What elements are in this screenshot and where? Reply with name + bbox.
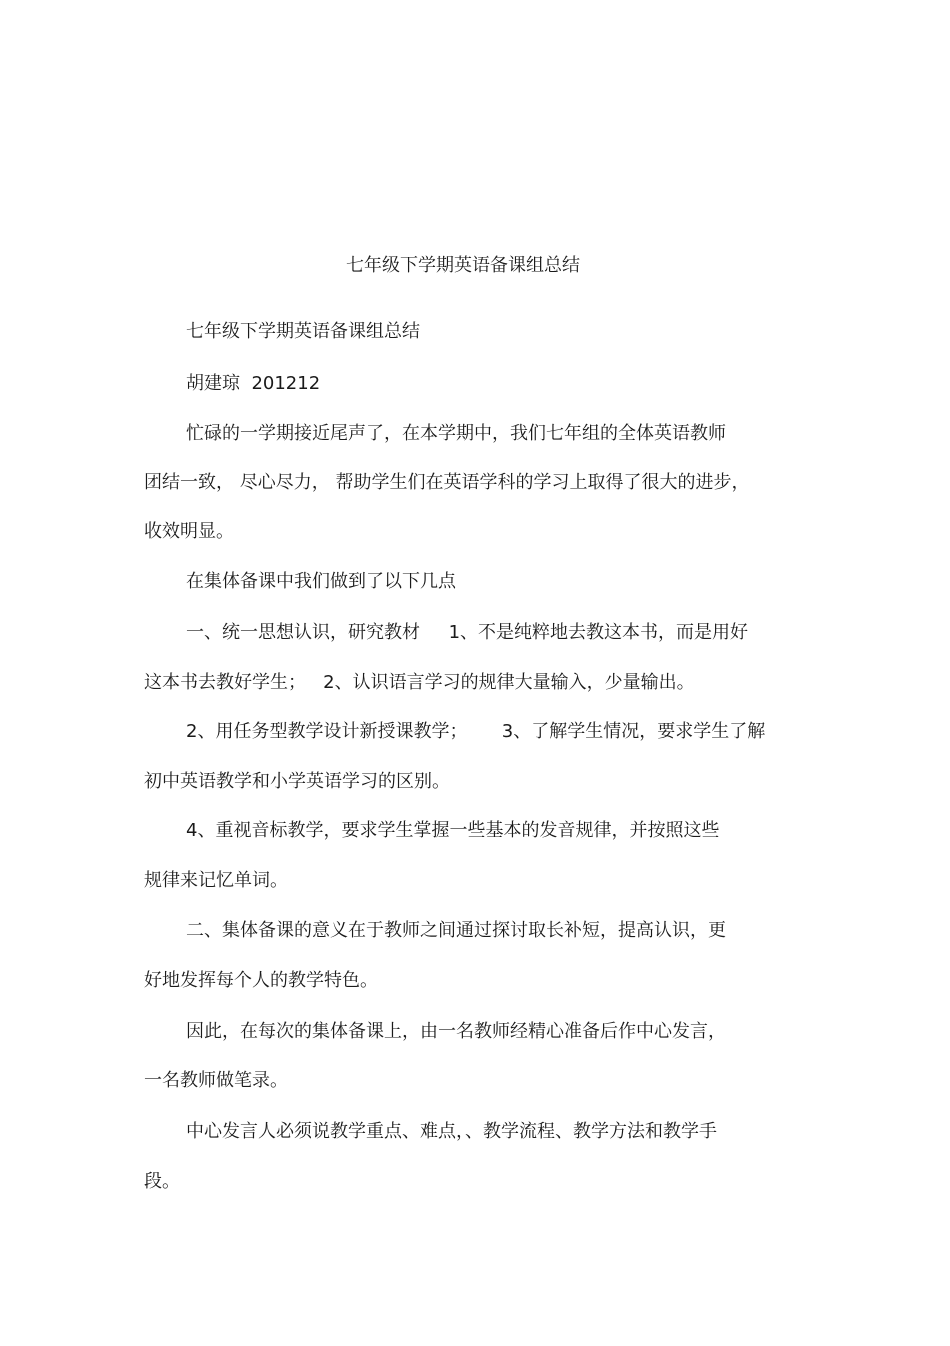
paragraph-line: 收效明显。 [144, 521, 234, 542]
paragraph-line: 在集体备课中我们做到了以下几点 [186, 571, 456, 592]
paragraph-line: 一名教师做笔录。 [144, 1070, 288, 1091]
paragraph-line: 一、统一思想认识，研究教材 1、不是纯粹地去教这本书，而是用好 [186, 622, 749, 643]
paragraph-line: 忙碌的一学期接近尾声了，在本学期中，我们七年组的全体英语教师 [186, 423, 726, 444]
paragraph-line: 这本书去教好学生； 2、认识语言学习的规律大量输入，少量输出。 [144, 672, 695, 693]
paragraph-line: 2、用任务型教学设计新授课教学； 3、了解学生情况，要求学生了解 [186, 721, 766, 742]
paragraph-line: 规律来记忆单词。 [144, 870, 288, 891]
paragraph-line: 初中英语教学和小学英语学习的区别。 [144, 771, 450, 792]
paragraph-line: 段。 [144, 1171, 180, 1192]
paragraph-line: 中心发言人必须说教学重点、难点，、教学流程、教学方法和教学手 [186, 1121, 717, 1142]
paragraph-line: 团结一致， 尽心尽力， 帮助学生们在英语学科的学习上取得了很大的进步， [144, 472, 750, 493]
paragraph-line: 4、重视音标教学，要求学生掌握一些基本的发音规律，并按照这些 [186, 820, 720, 841]
paragraph-line: 好地发挥每个人的教学特色。 [144, 970, 378, 991]
paragraph-line: 二、集体备课的意义在于教师之间通过探讨取长补短，提高认识，更 [186, 920, 726, 941]
paragraph-line: 因此，在每次的集体备课上，由一名教师经精心准备后作中心发言， [186, 1021, 726, 1042]
subtitle-line: 七年级下学期英语备课组总结 [186, 321, 420, 342]
document-title: 七年级下学期英语备课组总结 [346, 255, 580, 276]
author-date-line: 胡建琼 201212 [186, 373, 321, 394]
